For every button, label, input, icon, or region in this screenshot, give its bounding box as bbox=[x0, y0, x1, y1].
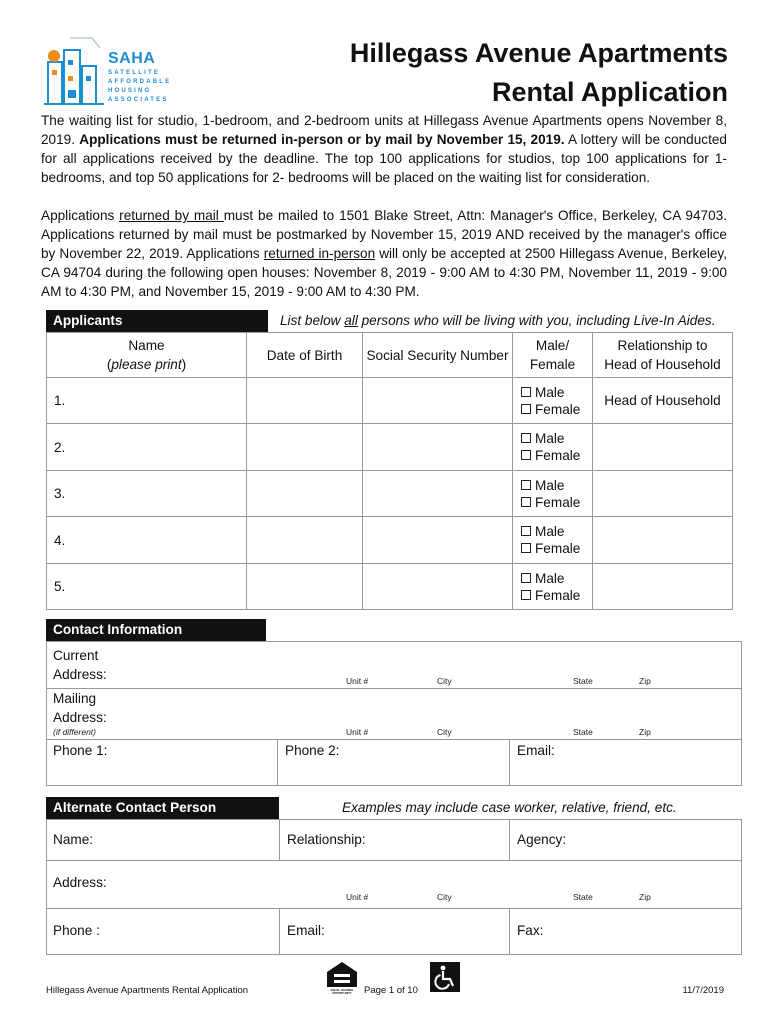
applicant-sex-cell bbox=[513, 424, 593, 471]
intro-underline: returned by mail bbox=[119, 208, 224, 223]
state-label: State bbox=[573, 727, 593, 737]
header-text: Head of Household bbox=[604, 357, 721, 372]
applicants-note bbox=[280, 313, 716, 328]
header-text: Name bbox=[128, 338, 165, 353]
female-checkbox[interactable] bbox=[521, 450, 531, 460]
page-subtitle: Rental Application bbox=[491, 77, 728, 107]
unit-label: Unit # bbox=[346, 727, 369, 737]
female-label: Female bbox=[535, 494, 581, 510]
alt-name-field[interactable]: Name: bbox=[53, 832, 94, 847]
equal-housing-text: EQUAL HOUSING OPPORTUNITY bbox=[330, 989, 354, 995]
applicants-heading: Applicants bbox=[46, 310, 268, 332]
intro-underline: returned in-person bbox=[263, 246, 376, 261]
alt-email-field[interactable]: Email: bbox=[287, 923, 325, 938]
divider bbox=[46, 688, 742, 689]
male-checkbox[interactable] bbox=[521, 433, 531, 443]
male-checkbox[interactable] bbox=[521, 480, 531, 490]
applicant-relationship-field: Head of Household bbox=[593, 378, 733, 424]
intro-text: A lottery will be conducted for all applications received by the deadline. The top 100 applications for studios, top 100 applications for 1-bedrooms, and top 50 applications for 2- bedrooms will be placed on the waiting list for consideration. bbox=[41, 132, 727, 185]
alt-agency-field[interactable]: Agency: bbox=[517, 832, 567, 847]
divider bbox=[46, 908, 742, 909]
note-text: List below bbox=[280, 313, 345, 328]
alt-relationship-field[interactable]: Relationship: bbox=[287, 832, 366, 847]
applicant-sex-cell bbox=[513, 517, 593, 564]
row-number: 1. bbox=[54, 393, 66, 408]
female-checkbox[interactable] bbox=[521, 404, 531, 414]
alternate-contact-note: Examples may include case worker, relative, friend, etc. bbox=[342, 800, 677, 815]
state-label: State bbox=[573, 676, 593, 686]
applicant-dob-field[interactable] bbox=[247, 424, 363, 471]
phone2-field[interactable]: Phone 2: bbox=[285, 743, 340, 758]
alt-phone-field[interactable]: Phone : bbox=[53, 923, 100, 938]
city-label: City bbox=[437, 727, 452, 737]
col-sex-header bbox=[513, 333, 593, 378]
intro-text: must be mailed to 1501 Blake Street, Attn: Manager's Office, Berkeley, CA 94703. Applications returned by mail must be postmarked by November 15, 2019 AND received by the manager's office by November 22, 2019. Applications bbox=[41, 208, 727, 261]
state-label: State bbox=[573, 892, 593, 902]
table-header-row bbox=[47, 333, 733, 378]
table-row bbox=[47, 378, 733, 424]
divider bbox=[279, 908, 280, 955]
female-label: Female bbox=[535, 401, 581, 417]
applicant-dob-field[interactable] bbox=[247, 564, 363, 610]
divider bbox=[509, 819, 510, 860]
applicant-ssn-field[interactable] bbox=[363, 424, 513, 471]
female-checkbox[interactable] bbox=[521, 590, 531, 600]
applicant-sex-cell bbox=[513, 471, 593, 517]
applicant-sex-cell bbox=[513, 564, 593, 610]
table-row bbox=[47, 564, 733, 610]
applicant-name-field[interactable] bbox=[47, 564, 247, 610]
header-text: Relationship to bbox=[617, 338, 708, 353]
alt-address-field[interactable]: Address: bbox=[53, 875, 107, 890]
alternate-contact-heading: Alternate Contact Person bbox=[46, 797, 279, 819]
current-address-label: Current bbox=[53, 648, 99, 663]
female-label: Female bbox=[535, 448, 581, 463]
wheelchair-icon bbox=[430, 962, 460, 992]
mailing-address-label: Address: bbox=[53, 710, 107, 725]
city-label: City bbox=[437, 892, 452, 902]
alt-fax-field[interactable]: Fax: bbox=[517, 923, 544, 938]
logo-subline: SATELLITE bbox=[108, 70, 161, 76]
applicant-name-field[interactable] bbox=[47, 471, 247, 517]
city-label: City bbox=[437, 676, 452, 686]
page-title: Hillegass Avenue Apartments bbox=[349, 38, 728, 68]
email-field[interactable]: Email: bbox=[517, 743, 555, 758]
male-checkbox[interactable] bbox=[521, 573, 531, 583]
applicant-relationship-field[interactable] bbox=[593, 517, 733, 564]
applicant-relationship-field[interactable] bbox=[593, 471, 733, 517]
logo-subline: ASSOCIATES bbox=[108, 97, 169, 103]
male-label: Male bbox=[535, 524, 565, 539]
note-text: all bbox=[344, 313, 358, 328]
zip-label: Zip bbox=[639, 676, 651, 686]
applicant-ssn-field[interactable] bbox=[363, 517, 513, 564]
applicant-name-field[interactable] bbox=[47, 424, 247, 471]
row-number: 4. bbox=[54, 532, 66, 548]
if-different-note: (if different) bbox=[53, 727, 96, 737]
male-checkbox[interactable] bbox=[521, 526, 531, 536]
divider bbox=[46, 860, 742, 861]
applicant-sex-cell bbox=[513, 378, 593, 424]
applicant-name-field[interactable] bbox=[47, 517, 247, 564]
table-row bbox=[47, 517, 733, 564]
male-label: Male bbox=[535, 477, 565, 493]
col-relationship-header bbox=[593, 333, 733, 378]
contact-heading: Contact Information bbox=[46, 619, 266, 641]
zip-label: Zip bbox=[639, 727, 651, 737]
intro-paragraph-1 bbox=[41, 111, 727, 187]
footer-date: 11/7/2019 bbox=[682, 985, 724, 996]
col-ssn-header: Social Security Number bbox=[363, 333, 513, 378]
row-number: 5. bbox=[54, 579, 66, 594]
divider bbox=[509, 739, 510, 786]
header-text: Female bbox=[529, 357, 576, 372]
female-label: Female bbox=[535, 541, 581, 556]
intro-paragraph-2 bbox=[41, 206, 727, 301]
divider bbox=[279, 819, 280, 860]
current-address-label: Address: bbox=[53, 667, 107, 682]
applicants-table bbox=[46, 332, 733, 610]
female-checkbox[interactable] bbox=[521, 543, 531, 553]
unit-label: Unit # bbox=[346, 676, 369, 686]
alternate-contact-box bbox=[46, 819, 742, 955]
applicant-dob-field[interactable] bbox=[247, 471, 363, 517]
row-number: 3. bbox=[54, 486, 66, 501]
phone1-field[interactable]: Phone 1: bbox=[53, 743, 108, 758]
male-label: Male bbox=[535, 384, 565, 400]
col-name-header: Name (please print) bbox=[47, 333, 247, 378]
col-dob-header: Date of Birth bbox=[247, 333, 363, 378]
applicant-ssn-field[interactable] bbox=[363, 564, 513, 610]
zip-label: Zip bbox=[639, 892, 651, 902]
female-checkbox[interactable] bbox=[521, 497, 531, 507]
divider bbox=[277, 739, 278, 786]
female-label: Female bbox=[535, 587, 581, 603]
header-text: please print bbox=[111, 357, 182, 372]
divider bbox=[509, 908, 510, 955]
applicant-name-field[interactable] bbox=[47, 378, 247, 424]
page-number: Page 1 of 10 bbox=[364, 985, 418, 996]
footer-document-name: Hillegass Avenue Apartments Rental Application bbox=[46, 985, 249, 996]
applicant-ssn-field[interactable] bbox=[363, 378, 513, 424]
row-number: 2. bbox=[54, 439, 66, 455]
intro-text: The waiting list for studio, 1-bedroom, and 2-bedroom units at Hillegass Avenue Apartments opens November 8, 2019. bbox=[41, 113, 727, 147]
table-row bbox=[47, 471, 733, 517]
intro-deadline: Applications must be returned in-person or by mail by November 15, 2019. bbox=[79, 132, 565, 147]
logo-name: SAHA bbox=[108, 50, 156, 67]
intro-text: Applications bbox=[41, 208, 120, 223]
male-label: Male bbox=[535, 570, 565, 586]
applicant-relationship-field[interactable] bbox=[593, 424, 733, 471]
logo-subline: HOUSING bbox=[108, 88, 152, 94]
applicant-ssn-field[interactable] bbox=[363, 471, 513, 517]
header-text: Male/ bbox=[535, 338, 570, 353]
logo-subline: AFFORDABLE bbox=[108, 79, 172, 85]
divider bbox=[46, 739, 742, 740]
applicant-dob-field[interactable] bbox=[247, 517, 363, 564]
note-text: persons who will be living with you, including Live-In Aides. bbox=[357, 313, 716, 328]
unit-label: Unit # bbox=[346, 892, 369, 902]
applicant-relationship-field[interactable] bbox=[593, 564, 733, 610]
male-label: Male bbox=[535, 431, 565, 446]
intro-text: will only be accepted at 2500 Hillegass Avenue, Berkeley, CA 94704 during the following open houses: November 8, 2019 - 9:00 AM to 4:30 PM, November 11, 2019 - 9:00 AM to 4:30 PM, and November 15, 2019 - 9:00 AM to 4:30 PM. bbox=[41, 246, 727, 299]
applicant-dob-field[interactable] bbox=[247, 378, 363, 424]
male-checkbox[interactable] bbox=[521, 387, 531, 397]
table-row bbox=[47, 424, 733, 471]
mailing-address-label: Mailing bbox=[53, 691, 97, 706]
